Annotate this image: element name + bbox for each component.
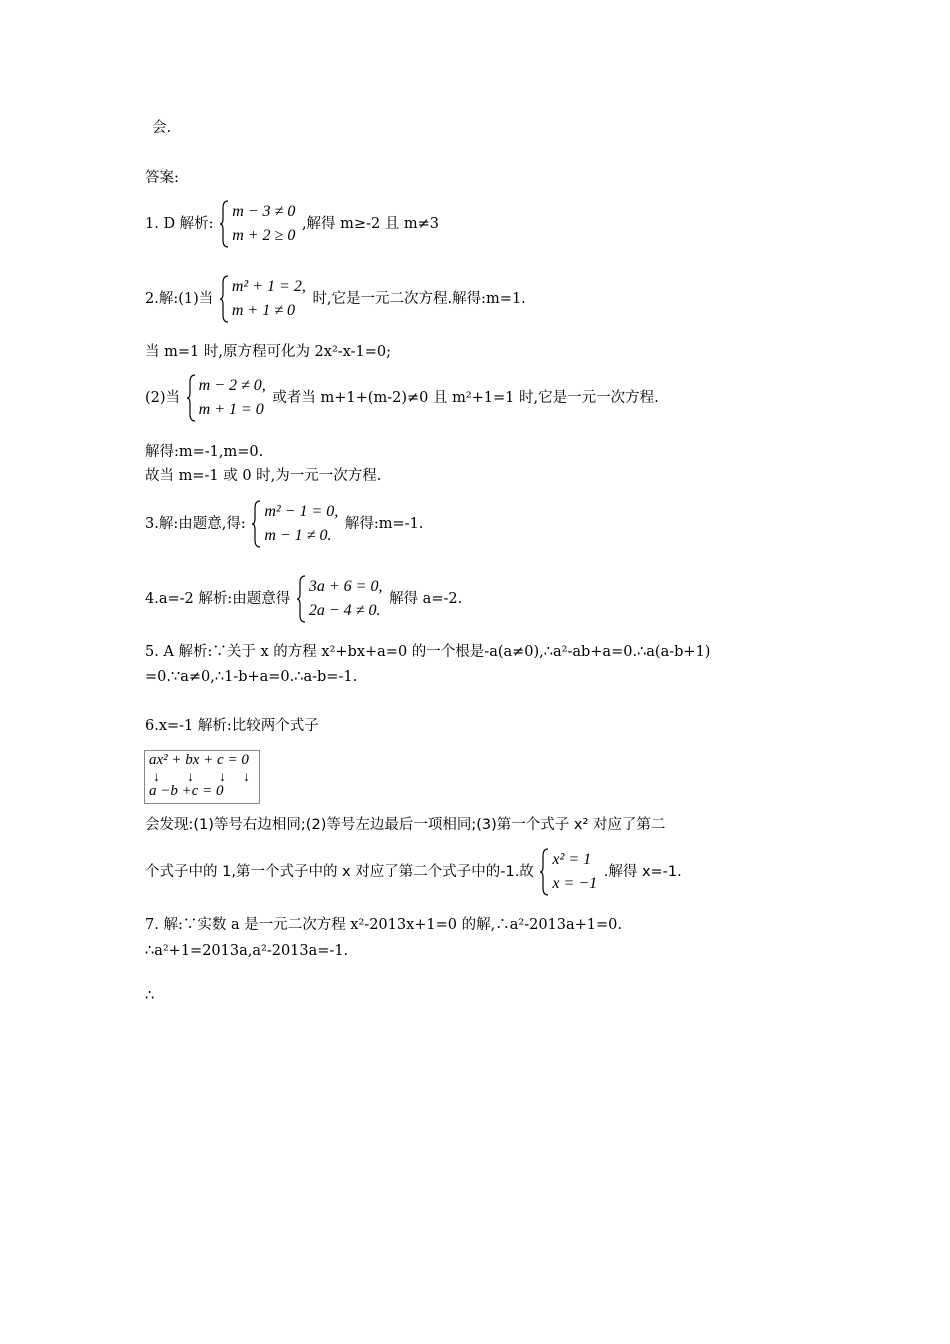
answer-4-result: 解得 a=-2. [389,591,463,607]
equation-system-2 [220,275,306,323]
arrow-down-icon: ↓ [219,770,226,785]
answer-7-line-2: ∴a²+1=2013a,a²-2013a=-1. [145,943,349,959]
system-row: m + 1 ≠ 0 [231,302,296,319]
equation-system-1 [220,200,295,248]
arrow-down-icon: ↓ [187,770,194,785]
brace-icon [220,275,229,323]
answer-2-part-2-result: 或者当 m+1+(m-2)≠0 且 m²+1=1 时,它是一元一次方程. [272,390,659,406]
answer-7-line-1: 7. 解:∵实数 a 是一元二次方程 x²-2013x+1=0 的解,∴a²-2013a+1=0. [145,917,622,933]
answer-1 [145,200,439,248]
answer-6-line-1: 6.x=-1 解析:比较两个式子 [145,718,319,734]
figure-row-1: ax² + bx + c = 0 [149,752,249,768]
system-row: m² − 1 = 0, [264,503,339,520]
system-row: m − 3 ≠ 0 [232,203,296,220]
answer-1-label: 1. D 解析: [145,216,214,232]
answer-6-line-2: 会发现:(1)等号右边相同;(2)等号左边最后一项相同;(3)第一个式子 x² 对应了第二 [145,817,666,833]
equation-system-6 [540,848,597,896]
equation-system-3 [187,374,266,422]
system-row: m² + 1 = 2, [231,278,306,295]
brace-icon [252,500,261,548]
answer-6-result: .解得 x=-1. [603,864,682,880]
system-row: m + 1 = 0 [198,401,264,418]
answer-2-label: 2.解:(1)当 [145,291,214,307]
answer-6-line-3-text: 个式子中的 1,第一个式子中的 x 对应了第二个式子中的-1.故 [145,864,534,880]
answer-2 [145,275,526,323]
answer-4 [145,575,462,623]
arrow-down-icon: ↓ [243,770,250,785]
equation-system-5 [297,575,383,623]
answer-3-result: 解得:m=-1. [344,516,424,532]
brace-icon [220,200,229,248]
answer-7-line-3: ∴ [145,988,155,1004]
equation-system-4 [252,500,338,548]
answer-6-line-3 [145,848,682,896]
answer-5-line-1: 5. A 解析:∵关于 x 的方程 x²+bx+a=0 的一个根是-a(a≠0),∴a²-ab+a=0.∴a(a-b+1) [145,644,711,660]
figure-row-2: a −b +c = 0 [149,783,224,799]
answer-3 [145,500,423,548]
system-row: x = −1 [552,875,598,892]
answer-4-label: 4.a=-2 解析:由题意得 [145,591,291,607]
system-row: 3a + 6 = 0, [308,578,383,595]
brace-icon [540,848,549,896]
comparison-figure [144,750,260,804]
answer-2-part-2-label: (2)当 [145,390,181,406]
arrow-down-icon: ↓ [153,770,160,785]
answer-3-label: 3.解:由题意,得: [145,516,246,532]
answer-5-line-2: =0.∵a≠0,∴1-b+a=0.∴a-b=-1. [145,669,358,685]
system-row: m + 2 ≥ 0 [232,227,296,244]
answer-2-result: 时,它是一元二次方程.解得:m=1. [312,291,526,307]
system-row: x² = 1 [552,851,592,868]
brace-icon [187,374,196,422]
system-row: 2a − 4 ≠ 0. [308,602,381,619]
text-hui: 会. [152,120,172,136]
answer-2-line-5: 故当 m=-1 或 0 时,为一元一次方程. [145,468,382,484]
system-row: m − 1 ≠ 0. [264,527,332,544]
answer-2-line-4: 解得:m=-1,m=0. [145,444,264,460]
answer-2-line-2: 当 m=1 时,原方程可化为 2x²-x-1=0; [145,344,391,360]
brace-icon [297,575,306,623]
answer-1-result: ,解得 m≥-2 且 m≠3 [301,216,440,232]
text-answer-heading: 答案: [145,170,179,186]
system-row: m − 2 ≠ 0, [198,377,266,394]
answer-2-part-2 [145,374,659,422]
